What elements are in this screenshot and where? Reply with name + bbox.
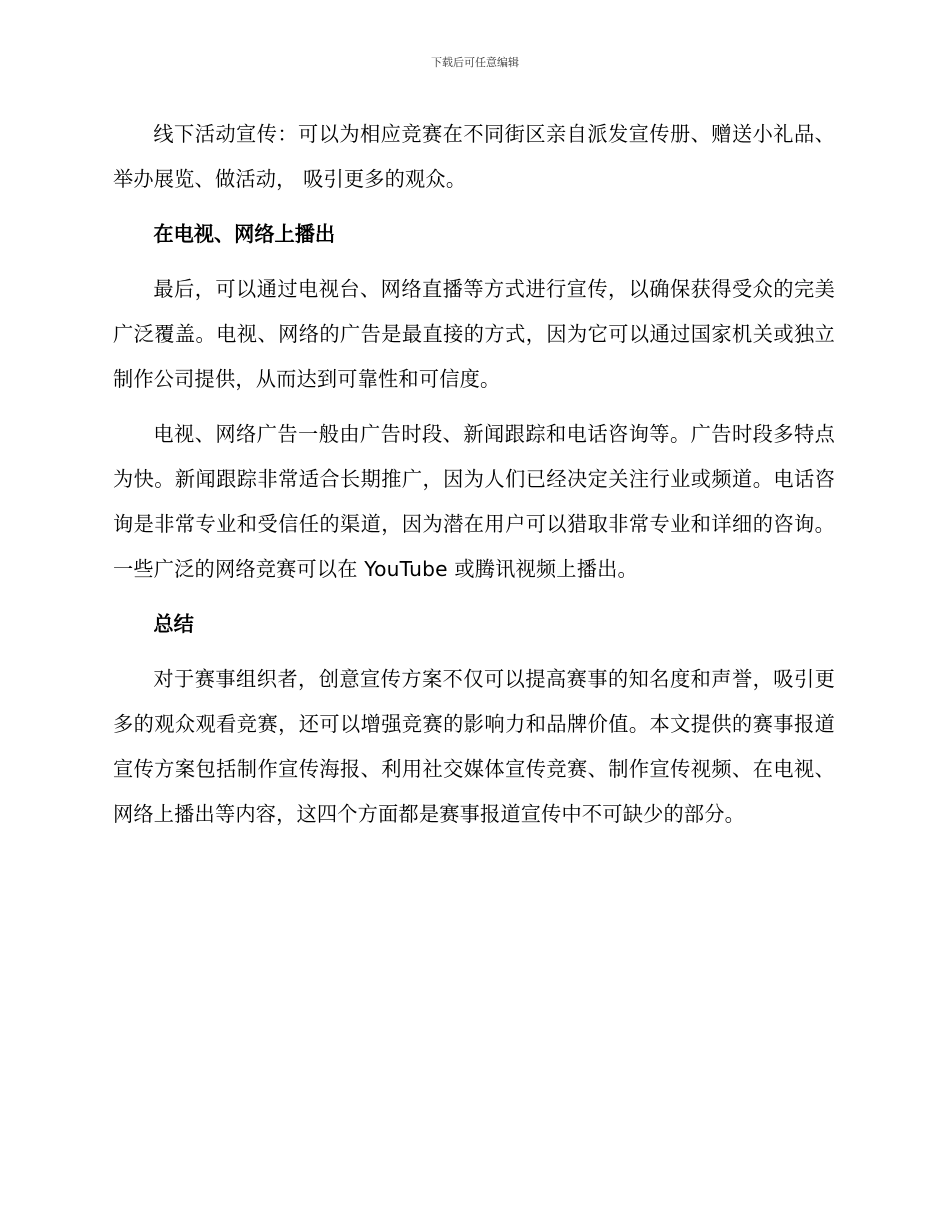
- section-heading-summary: 总结: [153, 612, 194, 636]
- paragraph-summary: 对于赛事组织者，创意宣传方案不仅可以提高赛事的知名度和声誉，吸引更多的观众观看竞赛，还可以增强竞赛的影响力和品牌价值。本文提供的赛事报道宣传方案包括制作宣传海报、利用社交媒体宣传竞赛、制作宣传视频、在电视、网络上播出等内容，这四个方面都是赛事报道宣传中不可缺少的部分。: [113, 667, 835, 826]
- paragraph-tv-network-ads: 电视、网络广告一般由广告时段、新闻跟踪和电话咨询等。广告时段多特点为快。新闻跟踪非常适合长期推广，因为人们已经决定关注行业或频道。电话咨询是非常专业和受信任的渠道，因为潜在用户可以猎取非常专业和详细的咨询。一些广泛的网络竞赛可以在 YouTube 或腾讯视频上播出。: [113, 422, 835, 581]
- section-heading-tv-network: 在电视、网络上播出: [153, 222, 336, 246]
- paragraph-tv-network-broadcast: 最后，可以通过电视台、网络直播等方式进行宣传，以确保获得受众的完美广泛覆盖。电视、网络的广告是最直接的方式，因为它可以通过国家机关或独立制作公司提供，从而达到可靠性和可信度。: [113, 277, 835, 391]
- header-note: 下载后可任意编辑: [431, 56, 519, 69]
- document-body: [113, 112, 835, 847]
- paragraph-offline-promotion: 线下活动宣传：可以为相应竞赛在不同街区亲自派发宣传册、赠送小礼品、举办展览、做活动， 吸引更多的观众。: [113, 122, 835, 191]
